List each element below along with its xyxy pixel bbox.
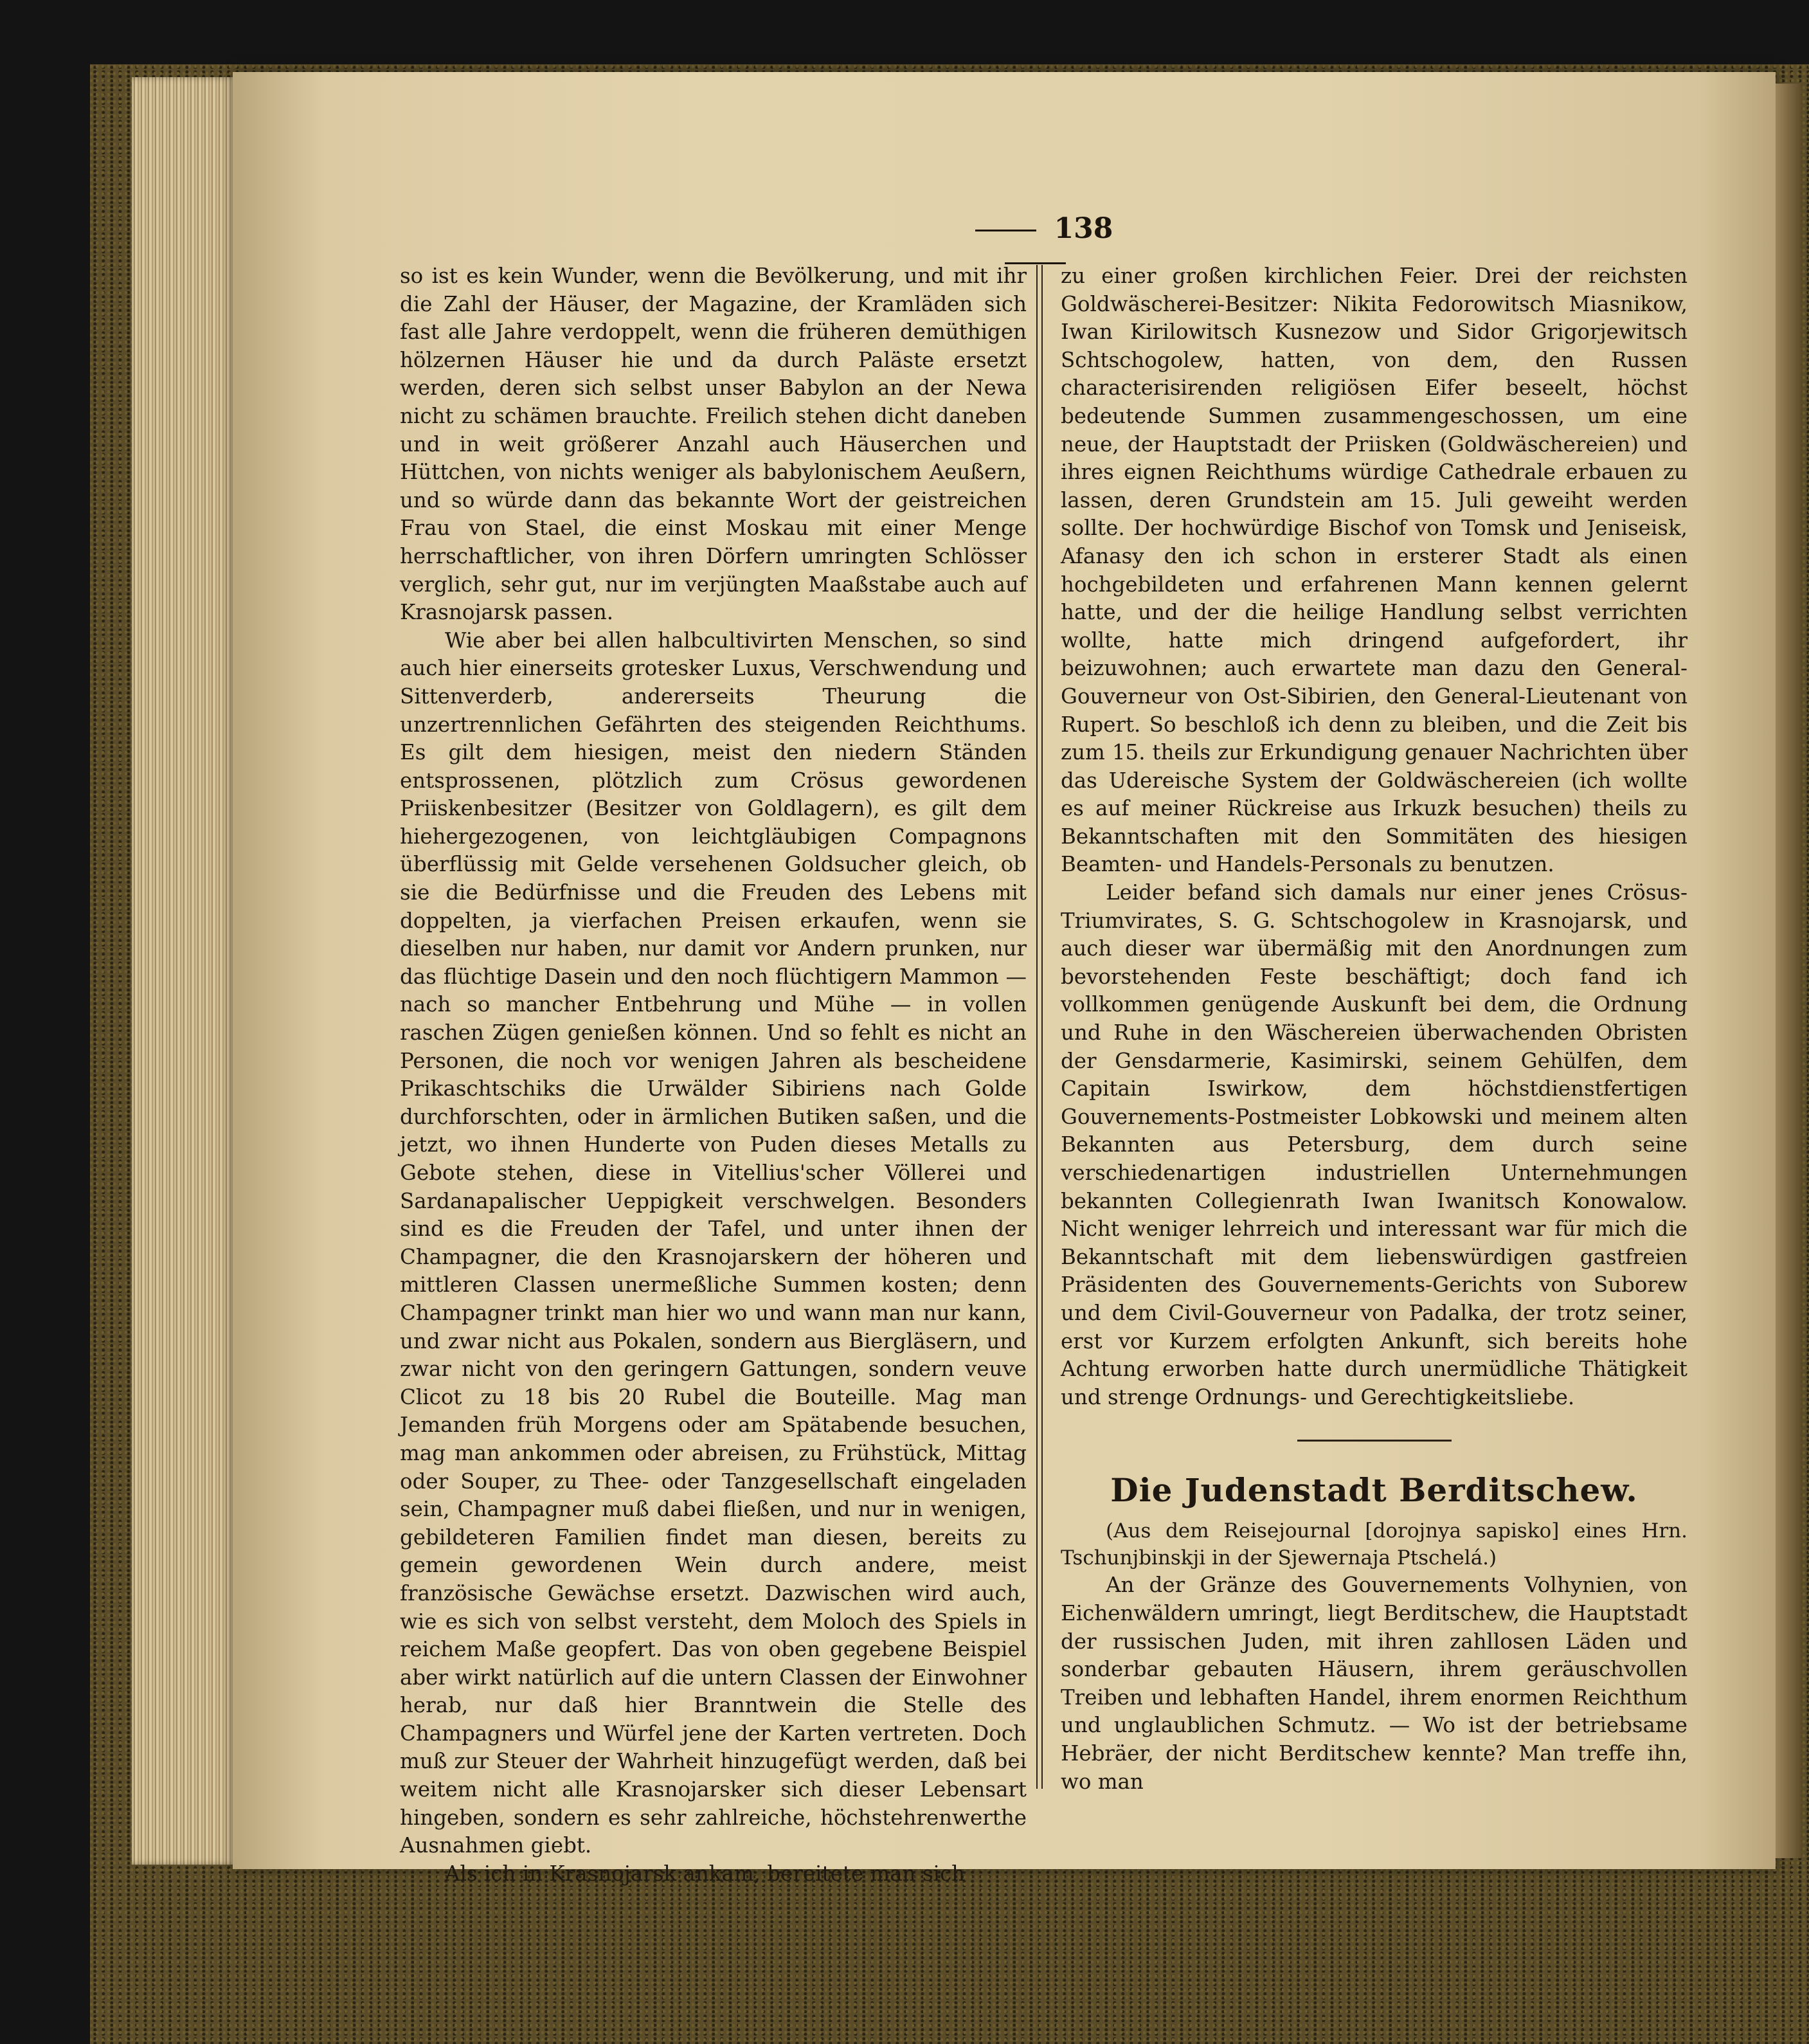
section-rule xyxy=(1297,1440,1452,1442)
page-number-rule-left xyxy=(975,230,1036,231)
page-number-text: 138 xyxy=(1054,212,1113,245)
facing-page-edge xyxy=(1776,84,1801,1858)
article-title: Die Judenstadt Berditschew. xyxy=(1110,1471,1638,1510)
paragraph: Wie aber bei allen halbcultivirten Menschen, so sind auch hier einerseits grotesker Luxus, Verschwendung und Sittenverderb, andererseits Theurung die unzertrennlichen Gefährten des steigenden Reichthums. Es gilt dem hiesigen, meist den niedern Ständen entsprossenen, plötzlich zum Crösus gewordenen Priiskenbesitzer (Besitzer von Goldlagern), es gilt dem hiehergezogenen, von leichtgläubigen Compagnons überflüssig mit Gelde versehenen Goldsucher gleich, ob sie die Bedürfnisse und die Freuden des Lebens mit doppelten, ja vierfachen Preisen erkaufen, wenn sie dieselben nur haben, nur damit vor Andern prunken, nur das flüchtige Dasein und den noch flüchtigern Mammon — nach so mancher Entbehrung und Mühe — in vollen raschen Zügen genießen können. Und so fehlt es nicht an Personen, die noch vor wenigen Jahren als bescheidene Prikaschtschiks die Urwälder Sibiriens nach Golde durchforschten, oder in ärmlichen Butiken saßen, und die jetzt, wo ihnen Hunderte von Puden dieses Metalls zu Gebote stehen, diese in Vitellius'scher Völlerei und Sardanapalischer Ueppigkeit verschwelgen. Besonders sind es die Freuden der Tafel, und unter ihnen der Champagner, die den Krasnojarskern der höheren und mittleren Classen unermeßliche Summen kosten; denn Champagner trinkt man hier wo und wann man nur kann, und zwar nicht aus Pokalen, sondern aus Biergläsern, und zwar nicht von den geringern Gattungen, sondern veuve Clicot zu 18 bis 20 Rubel die Bouteille. Mag man Jemanden früh Morgens oder am Spätabende besuchen, mag man ankommen oder abreisen, zu Frühstück, Mittag oder Souper, zu Thee- oder Tanzgesellschaft eingeladen sein, Champagner muß dabei fließen, und nur in wenigen, gebildeteren Familien findet man diesen, bereits zu gemein gewordenen Wein durch andere, meist französische Gewächse ersetzt. Dazwischen wird auch, wie es sich von selbst versteht, dem Moloch des Spiels in reichem Maße geopfert. Das von oben gegebene Beispiel aber wirkt natürlich auf die untern Classen der Einwohner herab, nur daß hier Branntwein die Stelle des Champagners und Würfel jene der Karten vertreten. Doch muß zur Steuer der Wahrheit hinzugefügt werden, daß bei weitem nicht alle Krasnojarsker sich dieser Lebensart hingeben, sondern es sehr zahlreiche, höchstehrenwerthe Ausnahmen giebt. xyxy=(400,628,1027,1858)
left-column xyxy=(400,262,1027,1888)
page-edges xyxy=(132,77,241,1865)
paragraph: so ist es kein Wunder, wenn die Bevölkerung, und mit ihr die Zahl der Häuser, der Magazine, der Kramläden sich fast alle Jahre verdoppelt, wenn die früheren demüthigen hölzernen Häuser hie und da durch Paläste ersetzt werden, deren sich selbst unser Babylon an der Newa nicht zu schämen brauchte. Freilich stehen dicht daneben und in weit größerer Anzahl auch Häuserchen und Hüttchen, von nichts weniger als babylonischem Aeußern, und so würde dann das bekannte Wort der geistreichen Frau von Stael, die einst Moskau mit einer Menge herrschaftlicher, von ihren Dörfern umringten Schlösser verglich, sehr gut, nur im verjüngten Maaßstabe auch auf Krasnojarsk passen. xyxy=(400,264,1027,625)
paragraph: Als ich in Krasnojarsk ankam, bereitete man sich xyxy=(445,1861,966,1886)
paragraph: zu einer großen kirchlichen Feier. Drei der reichsten Goldwäscherei-Besitzer: Nikita Fedorowitsch Miasnikow, Iwan Kirilowitsch Kusnezow und Sidor Grigorjewitsch Schtschogolew, hatten, von dem, den Russen characterisirenden religiösen Eifer beseelt, höchst bedeutende Summen zusammengeschossen, um eine neue, der Hauptstadt der Priisken (Goldwäschereien) und ihres eignen Reichthums würdige Cathedrale erbauen zu lassen, deren Grundstein am 15. Juli geweiht werden sollte. Der hochwürdige Bischof von Tomsk und Jeniseisk, Afanasy den ich schon in ersterer Stadt als einen hochgebildeten und erfahrenen Mann kennen gelernt hatte, und der die heilige Handlung selbst verrichten wollte, hatte mich dringend aufgefordert, ihr beizuwohnen; auch erwartete man dazu den General-Gouverneur von Ost-Sibirien, den General-Lieutenant von Rupert. So beschloß ich denn zu bleiben, und die Zeit bis zum 15. theils zur Erkundigung genauer Nachrichten über das Udereische System der Goldwäschereien (ich wollte es auf meiner Rückreise aus Irkuzk besuchen) theils zu Bekanntschaften mit den Sommitäten des hiesigen Beamten- und Handels-Personals zu benutzen. xyxy=(1061,264,1688,877)
article-paragraph: An der Gränze des Gouvernements Volhynien, von Eichenwäldern umringt, liegt Berditschew, die Hauptstadt der russischen Juden, mit ihren zahllosen Läden und sonderbar gebauten Häusern, ihrem geräuschvollen Treiben und lebhaften Handel, ihrem enormen Reichthum und unglaublichen Schmutz. — Wo ist der betriebsame Hebräer, der nicht Berditschew kennte? Man treffe ihn, wo man xyxy=(1061,1573,1688,1794)
paragraph: Leider befand sich damals nur einer jenes Crösus-Triumvirates, S. G. Schtschogolew in Krasnojarsk, und auch dieser war übermäßig mit den Anordnungen zum bevorstehenden Feste beschäftigt; doch fand ich vollkommen genügende Auskunft bei dem, die Ordnung und Ruhe in den Wäschereien überwachenden Obristen der Gensdarmerie, Kasimirski, seinem Gehülfen, dem Capitain Iswirkow, dem höchstdienstfertigen Gouvernements-Postmeister Lobkowski und meinem alten Bekannten aus Petersburg, dem durch seine verschiedenartigen industriellen Unternehmungen bekannten Collegienrath Iwan Iwanitsch Konowalow. Nicht weniger lehrreich und interessant war für mich die Bekanntschaft mit dem liebenswürdigen gastfreien Präsidenten des Gouvernements-Gerichts von Suborew und dem Civil-Gouverneur von Padalka, der trotz seiner, erst vor Kurzem erfolgten Ankunft, sich bereits hohe Achtung erworben hatte durch unermüdliche Thätigkeit und strenge Ordnungs- und Gerechtigkeitsliebe. xyxy=(1061,880,1688,1409)
article-source-note: (Aus dem Reisejournal [dorojnya sapisko] eines Hrn. Tschunjbinskji in der Sjewernaja Ptschelá.) xyxy=(1061,1519,1688,1570)
right-column xyxy=(1061,262,1688,1796)
column-divider xyxy=(1036,265,1043,1789)
